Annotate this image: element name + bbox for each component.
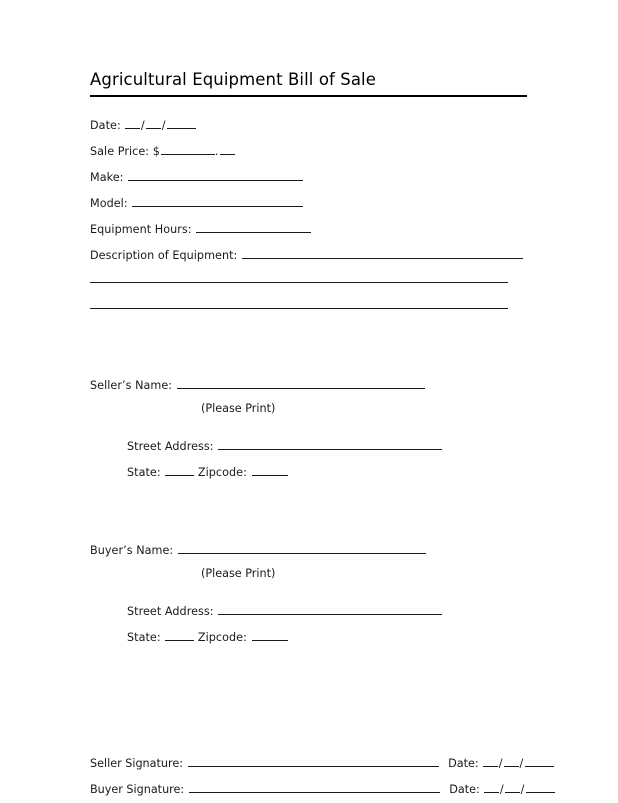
buyer-block: [90, 538, 590, 651]
page-title: Agricultural Equipment Bill of Sale: [90, 70, 376, 89]
buyer-name-blank[interactable]: [178, 542, 426, 554]
buyer-signature-date-label: Date:: [449, 783, 480, 796]
field-row-buyer-signature: [90, 777, 590, 803]
equipment-hours-blank[interactable]: [196, 221, 311, 233]
description-label: Description of Equipment:: [90, 249, 238, 262]
field-row-seller-state-zip: [90, 460, 590, 486]
buyer-name-label: Buyer’s Name:: [90, 544, 174, 557]
seller-signature-date-day-blank[interactable]: [504, 755, 519, 767]
buyer-signature-date-year-blank[interactable]: [526, 781, 555, 793]
seller-zipcode-blank[interactable]: [252, 464, 288, 476]
buyer-street-blank[interactable]: [218, 603, 442, 615]
description-blank-line-1[interactable]: [242, 247, 523, 259]
title-underline-rule: [90, 95, 527, 97]
sale-price-decimal-point: .: [214, 145, 219, 158]
field-row-make: [90, 165, 590, 191]
field-row-description: [90, 243, 590, 269]
seller-sig-date-slash-2: /: [519, 757, 524, 770]
field-row-seller-signature: [90, 751, 590, 777]
buyer-signature-date-day-blank[interactable]: [505, 781, 520, 793]
description-blank-line-3[interactable]: [90, 295, 508, 309]
field-row-description-line-2: [90, 269, 590, 295]
seller-street-label: Street Address:: [127, 440, 214, 453]
date-label: Date:: [90, 119, 121, 132]
spacer-before-signatures: [90, 651, 590, 751]
field-row-seller-street: [90, 434, 590, 460]
date-slash-2: /: [161, 119, 166, 132]
title-block: [90, 70, 527, 97]
sale-price-label: Sale Price: $: [90, 145, 160, 158]
model-label: Model:: [90, 197, 128, 210]
seller-signature-blank[interactable]: [188, 755, 439, 767]
field-row-date: [90, 113, 590, 139]
buyer-signature-label: Buyer Signature:: [90, 783, 185, 796]
buyer-zipcode-blank[interactable]: [252, 629, 288, 641]
date-year-blank[interactable]: [167, 117, 196, 129]
seller-signature-date-year-blank[interactable]: [525, 755, 554, 767]
seller-name-label: Seller’s Name:: [90, 379, 173, 392]
seller-please-print-note: (Please Print): [201, 402, 276, 415]
seller-zipcode-label: Zipcode:: [197, 466, 247, 479]
field-row-buyer-name: [90, 538, 590, 564]
buyer-state-blank[interactable]: [165, 629, 194, 641]
buyer-please-print-note: (Please Print): [201, 567, 276, 580]
field-row-buyer-street: [90, 599, 590, 625]
seller-sig-date-slash-1: /: [498, 757, 503, 770]
seller-street-blank[interactable]: [218, 438, 442, 450]
field-row-buyer-state-zip: [90, 625, 590, 651]
buyer-street-label: Street Address:: [127, 605, 214, 618]
field-row-description-line-3: [90, 295, 590, 321]
seller-name-blank[interactable]: [177, 377, 425, 389]
sale-price-dollars-blank[interactable]: [161, 143, 215, 155]
make-blank[interactable]: [128, 169, 303, 181]
buyer-sig-date-slash-1: /: [499, 783, 504, 796]
field-row-model: [90, 191, 590, 217]
spacer-buyer-address: [90, 584, 590, 599]
seller-state-blank[interactable]: [165, 464, 194, 476]
buyer-sig-date-slash-2: /: [520, 783, 525, 796]
buyer-signature-date-month-blank[interactable]: [484, 781, 499, 793]
seller-block: [90, 373, 590, 486]
field-row-equipment-hours: [90, 217, 590, 243]
sale-price-cents-blank[interactable]: [220, 143, 235, 155]
seller-signature-date-month-blank[interactable]: [483, 755, 498, 767]
date-slash-1: /: [140, 119, 145, 132]
model-blank[interactable]: [132, 195, 303, 207]
equipment-hours-label: Equipment Hours:: [90, 223, 192, 236]
buyer-state-label: State:: [127, 631, 161, 644]
field-row-seller-name: [90, 373, 590, 399]
spacer-before-buyer: [90, 486, 590, 538]
spacer-before-seller: [90, 321, 590, 373]
seller-signature-label: Seller Signature:: [90, 757, 183, 770]
buyer-signature-blank[interactable]: [189, 781, 440, 793]
date-month-blank[interactable]: [125, 117, 140, 129]
make-label: Make:: [90, 171, 124, 184]
buyer-zipcode-label: Zipcode:: [197, 631, 247, 644]
description-blank-line-2[interactable]: [90, 269, 508, 283]
spacer-seller-address: [90, 419, 590, 434]
seller-state-label: State:: [127, 466, 161, 479]
date-day-blank[interactable]: [146, 117, 161, 129]
form-body: [90, 113, 590, 803]
seller-signature-date-label: Date:: [448, 757, 479, 770]
field-row-sale-price: [90, 139, 590, 165]
